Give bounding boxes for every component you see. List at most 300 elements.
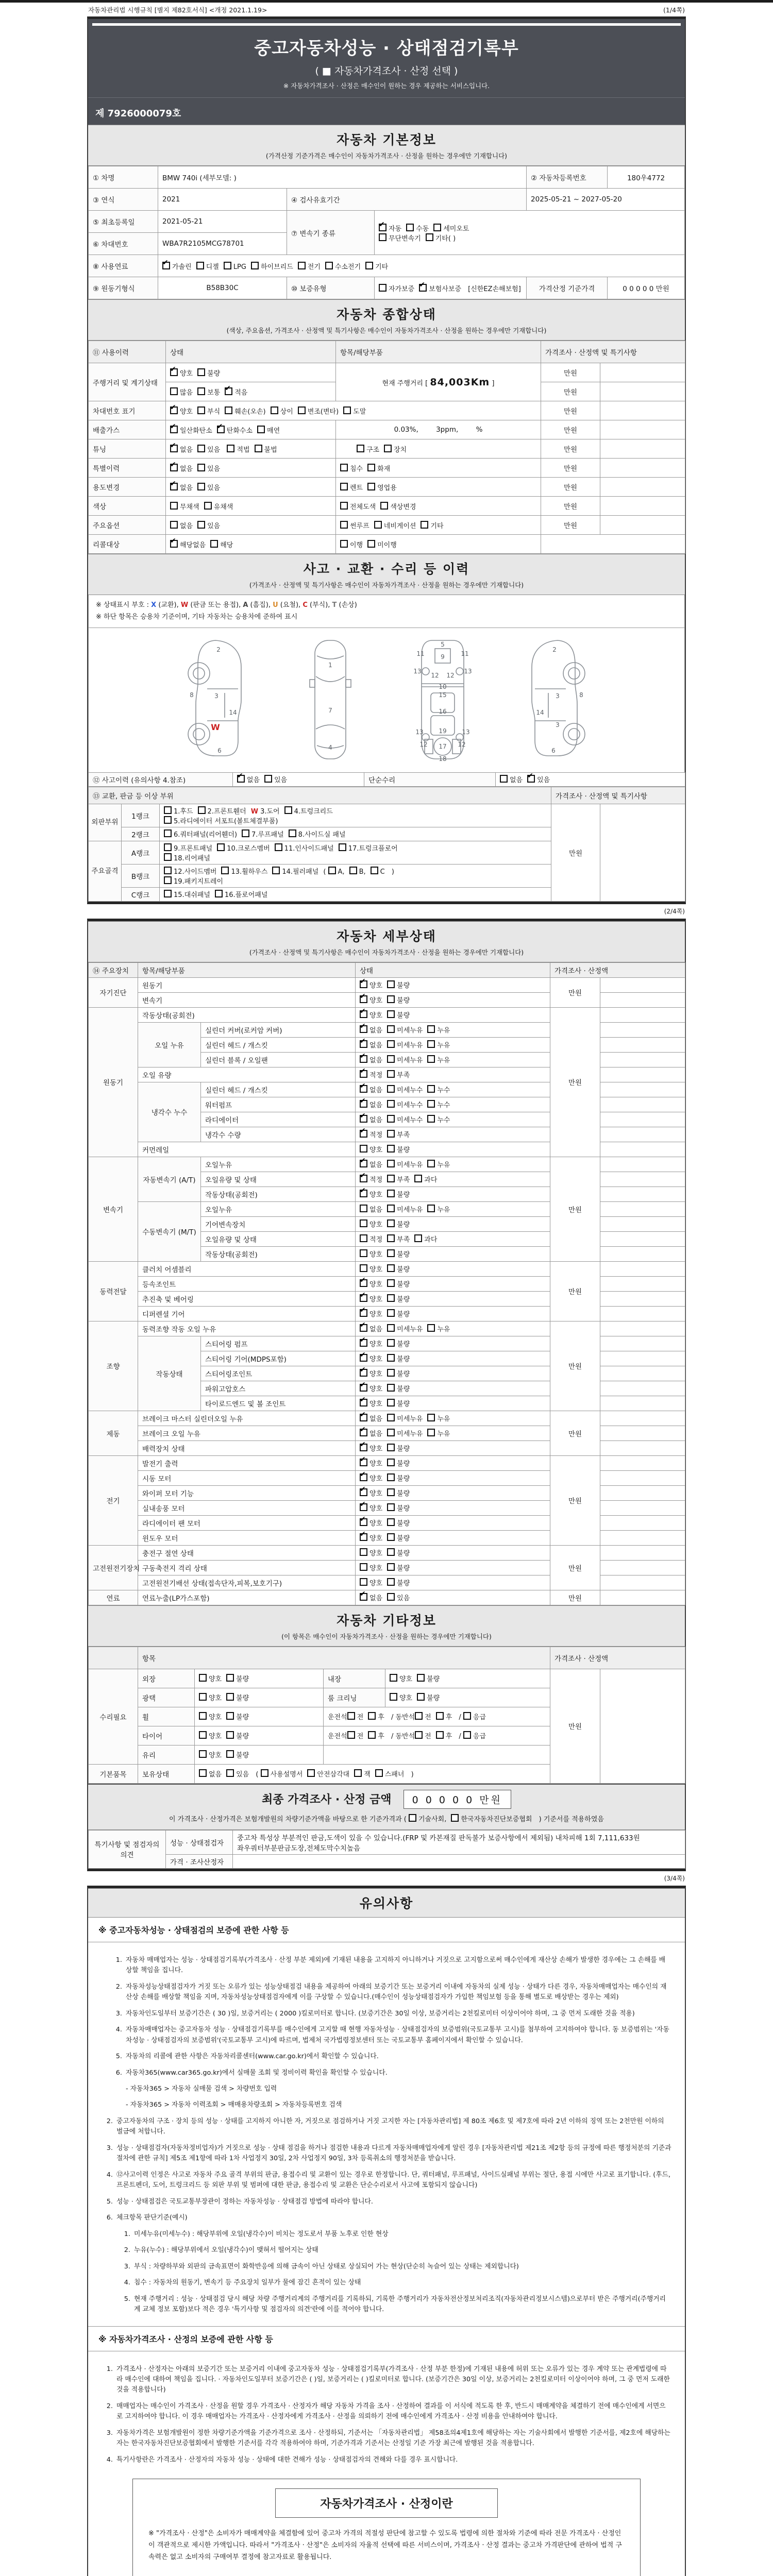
cell: 렌트 영업용: [336, 478, 541, 497]
checkbox[interactable]: [199, 1731, 207, 1739]
checkbox[interactable]: [199, 1674, 207, 1682]
cell: 내장: [324, 1669, 385, 1688]
checkbox[interactable]: [427, 1160, 435, 1167]
checkbox[interactable]: [390, 1674, 397, 1682]
checkbox[interactable]: [170, 406, 178, 414]
checkbox[interactable]: [343, 406, 351, 414]
checkbox[interactable]: [451, 1814, 459, 1822]
checkbox[interactable]: [340, 540, 348, 548]
cell: 만원: [550, 1455, 600, 1545]
cell: [600, 1485, 685, 1500]
checkbox[interactable]: [387, 1145, 395, 1153]
checkbox[interactable]: [360, 1593, 367, 1601]
checkbox[interactable]: [197, 464, 205, 471]
checkbox[interactable]: [170, 368, 178, 376]
checkbox[interactable]: [360, 1294, 367, 1302]
checkbox[interactable]: [198, 806, 206, 814]
checkbox[interactable]: [463, 1712, 471, 1720]
checkbox[interactable]: [360, 1414, 367, 1421]
checkbox[interactable]: [387, 1115, 395, 1123]
cell: 작동상태: [138, 1336, 201, 1411]
svg-text:7: 7: [328, 706, 332, 714]
checkbox[interactable]: [387, 1578, 395, 1586]
cell: ✔ 양호 불량: [356, 1336, 550, 1351]
cell: [600, 1142, 685, 1157]
cell: 오일 유량: [138, 1067, 356, 1082]
checkbox[interactable]: [360, 1160, 367, 1167]
checkbox[interactable]: [387, 1249, 395, 1257]
checkbox[interactable]: [357, 445, 364, 452]
checkbox[interactable]: [387, 980, 395, 988]
checkbox[interactable]: [197, 521, 205, 529]
checkbox[interactable]: [360, 1190, 367, 1197]
checkbox[interactable]: [387, 1533, 395, 1541]
checkbox[interactable]: [164, 829, 172, 837]
appraisal-definition-text: ※ "가격조사 · 산정"은 소비자가 매매계약을 체결함에 있어 중고차 가격의 적절성 판단에 참고할 수 있도록 법령에 의한 절차와 기준에 따라 전문 가격조사 · 산정인이 객관적으로 제시한 가액입니다. 따라서 "가격조사 · 산정"은 소비자의 자율적 선택에 따른 서비스이며, 가격조사 · 산정 결과는 중고차 가격판단에 관하여 법적 구속력은 없고 소비자의 구매여부 결정에 참고자료로 활용됩니다.: [148, 2530, 622, 2561]
checkbox[interactable]: [387, 1324, 395, 1332]
checkbox[interactable]: [360, 1040, 367, 1048]
checkbox[interactable]: [367, 540, 375, 548]
cell: 기본품목: [89, 1764, 138, 1783]
checkbox[interactable]: [387, 1294, 395, 1302]
checkbox[interactable]: [360, 1175, 367, 1182]
checkbox[interactable]: [360, 1085, 367, 1093]
checkbox[interactable]: [387, 1219, 395, 1227]
checkbox[interactable]: [387, 1309, 395, 1317]
checkbox[interactable]: [387, 1384, 395, 1392]
cell: 자동변속기 (A/T): [138, 1157, 201, 1201]
checkbox[interactable]: [427, 1414, 435, 1421]
checkbox[interactable]: [427, 1085, 435, 1093]
checkbox[interactable]: [360, 1369, 367, 1377]
checkbox[interactable]: [196, 262, 204, 269]
checkbox[interactable]: [347, 1712, 355, 1720]
cell: 커먼레일: [138, 1142, 356, 1157]
checkbox[interactable]: [374, 521, 382, 529]
checkbox[interactable]: [255, 445, 262, 452]
checkbox[interactable]: [340, 483, 348, 490]
checkbox[interactable]: [289, 829, 296, 837]
checkbox[interactable]: [360, 980, 367, 988]
checkbox[interactable]: [197, 368, 205, 376]
checkbox[interactable]: [226, 1712, 234, 1720]
svg-text:3: 3: [556, 692, 560, 700]
document-number: 제 7926000079호: [88, 97, 685, 125]
checkbox[interactable]: [360, 1548, 367, 1556]
cell: 오일누유: [201, 1201, 356, 1216]
checkbox[interactable]: [387, 1354, 395, 1362]
cell: ✔ 없음 미세누유 누유: [356, 1052, 550, 1067]
checkbox[interactable]: [360, 1429, 367, 1436]
cell: ✔ 적정 부족 과다: [356, 1172, 550, 1187]
notice-list-general: [102, 2116, 671, 2315]
checkbox[interactable]: [414, 1234, 422, 1242]
checkbox[interactable]: [360, 1473, 367, 1481]
cell: 동력전달: [89, 1261, 138, 1321]
checkbox[interactable]: [360, 1309, 367, 1317]
checkbox[interactable]: [257, 426, 265, 433]
cell: 용도변경: [89, 478, 166, 497]
notice-subitem: - 자동차365 > 자동차 이력조회 > 매매용차량조회 > 자동차등록번호 검색: [126, 2101, 342, 2109]
checkbox[interactable]: [360, 1339, 367, 1347]
checkbox[interactable]: [354, 1769, 362, 1777]
checkbox[interactable]: [367, 483, 375, 490]
checkbox[interactable]: [360, 1488, 367, 1496]
checkbox[interactable]: [387, 1563, 395, 1571]
checkbox[interactable]: [387, 1503, 395, 1511]
checkbox[interactable]: [340, 464, 348, 471]
checkbox[interactable]: [427, 1205, 435, 1212]
checkbox[interactable]: [387, 1130, 395, 1138]
cell: [600, 1426, 685, 1440]
final-price-note: 이 가격조사 · 산정가격은 보험개발원의 차량기준가액을 바탕으로 한 기준가격과 ( 기술사회, 한국자동차진단보증협회 ) 기준서를 적용하였음: [88, 1814, 685, 1823]
cell: 가격조사 · 산정액 및 특기사항: [551, 787, 685, 804]
checkbox[interactable]: [427, 1115, 435, 1123]
checkbox[interactable]: [427, 1429, 435, 1436]
checkbox[interactable]: [251, 262, 259, 269]
checkbox[interactable]: [409, 1814, 416, 1822]
checkbox[interactable]: [360, 1279, 367, 1287]
cell: ✔ 없음 미세누유 누유: [356, 1321, 550, 1336]
checkbox[interactable]: [340, 502, 348, 510]
cell: ⑧ 사용연료: [89, 255, 158, 277]
checkbox[interactable]: [360, 1055, 367, 1063]
checkbox[interactable]: [210, 540, 218, 548]
notice-item: 3. 자동차인도일부터 보증기간은 ( 30 )일, 보증거리는 ( 2000 )킬로미터로 합니다. (보증기간은 30일 이상, 보증거리는 2천킬로미터 이상이어야 하며, 그 중 먼저 도래한 것을 적용): [115, 2009, 635, 2018]
car-top-view: [287, 635, 374, 767]
checkbox[interactable]: [170, 483, 178, 490]
checkbox[interactable]: [170, 426, 178, 433]
checkbox[interactable]: [500, 775, 508, 783]
checkbox[interactable]: [387, 1070, 395, 1078]
checkbox[interactable]: [387, 1399, 395, 1406]
cell: 만원: [550, 1590, 600, 1605]
checkbox[interactable]: [463, 1731, 471, 1739]
checkbox[interactable]: [261, 1769, 268, 1777]
notice-item: 3. 성능 · 상태점검자(자동차정비업자)가 거짓으로 성능 · 상태 점검을 하거나 점검한 내용과 다르게 자동차매매업자에게 알린 경우 [자동차관리법 제21조 제2항 등의 규정에 따른 행정처분의 기준과 절차에 관한 규칙] 제5조 제1항에 따라 1차 사업정지 30일, 2차 사업정지 90일, 3차 등록취소의 행정처분을 받습니다.: [106, 2144, 671, 2163]
checkbox[interactable]: [215, 890, 223, 897]
checkbox[interactable]: [415, 1731, 423, 1739]
checkbox[interactable]: [387, 1025, 395, 1033]
cell: ✔ 양호 불량: [356, 1291, 550, 1306]
cell: ✔ 양호 불량: [356, 1007, 550, 1022]
svg-text:18: 18: [439, 755, 447, 762]
checkbox[interactable]: [379, 284, 386, 292]
cell: [600, 1022, 685, 1037]
checkbox[interactable]: [347, 1731, 355, 1739]
checkbox[interactable]: [360, 1234, 367, 1242]
checkbox[interactable]: [221, 867, 229, 874]
checkbox[interactable]: [284, 806, 292, 814]
cell: ✔ 없음 미세누유 누유: [356, 1037, 550, 1052]
cell: [600, 1157, 685, 1172]
checkbox[interactable]: [226, 1750, 234, 1758]
checkbox[interactable]: [375, 1769, 383, 1777]
checkbox[interactable]: [227, 445, 234, 452]
checkbox[interactable]: [387, 1488, 395, 1496]
cell: ✔ 해당없음 해당: [166, 535, 336, 554]
checkbox[interactable]: [427, 1055, 435, 1063]
checkbox[interactable]: [427, 1324, 435, 1332]
cell: 특기사항 및 점검자의 의견: [89, 1830, 166, 1868]
checkbox[interactable]: [360, 1563, 367, 1571]
cell: ⑥ 차대번호: [89, 233, 158, 255]
checkbox[interactable]: [339, 843, 346, 851]
checkbox[interactable]: [380, 502, 388, 510]
checkbox[interactable]: [427, 1100, 435, 1108]
checkbox[interactable]: [360, 1100, 367, 1108]
checkbox[interactable]: [360, 1115, 367, 1123]
checkbox[interactable]: [414, 1175, 422, 1182]
basic-info-band: [88, 125, 685, 166]
checkbox[interactable]: [164, 806, 172, 814]
checkbox[interactable]: [164, 853, 172, 861]
cell: ✔ 양호 불량: [356, 1351, 550, 1366]
checkbox[interactable]: [360, 1578, 367, 1586]
checkbox[interactable]: [387, 1055, 395, 1063]
checkbox[interactable]: [170, 502, 178, 510]
cell: 이행 미이행: [336, 535, 541, 554]
checkbox[interactable]: [387, 1100, 395, 1108]
checkbox[interactable]: [387, 1040, 395, 1048]
cell: [600, 1127, 685, 1142]
checkbox[interactable]: [197, 483, 205, 490]
checkbox[interactable]: [225, 387, 232, 395]
cell: 기어변속장치: [201, 1216, 356, 1231]
cell: [600, 1246, 685, 1261]
checkbox[interactable]: [226, 1674, 234, 1682]
cell: 디퍼렌셜 기어: [138, 1306, 356, 1321]
checkbox[interactable]: [387, 1414, 395, 1421]
checkbox[interactable]: [426, 233, 433, 241]
checkbox[interactable]: [360, 995, 367, 1003]
checkbox[interactable]: [436, 1731, 444, 1739]
checkbox[interactable]: [217, 426, 225, 433]
checkbox[interactable]: [360, 1025, 367, 1033]
checkbox[interactable]: [427, 1040, 435, 1048]
checkbox[interactable]: [199, 1750, 207, 1758]
checkbox[interactable]: [360, 1533, 367, 1541]
checkbox[interactable]: [237, 775, 245, 783]
checkbox[interactable]: [387, 1369, 395, 1377]
checkbox[interactable]: [387, 1429, 395, 1436]
checkbox[interactable]: [225, 406, 232, 414]
checkbox[interactable]: [387, 1459, 395, 1466]
cell: 만원: [541, 439, 600, 459]
cell: 조향: [89, 1321, 138, 1411]
checkbox[interactable]: [170, 540, 178, 548]
checkbox[interactable]: [360, 1399, 367, 1406]
cell: B58B30C: [158, 277, 287, 299]
page1-section: [87, 16, 686, 904]
cell: ✔양호 불량: [166, 363, 336, 382]
overall-band: [88, 299, 685, 341]
cell: 등속조인트: [138, 1276, 356, 1291]
cell: ⑬ 교환, 판금 등 이상 부위: [89, 787, 551, 804]
checkbox[interactable]: [436, 1712, 444, 1720]
checkbox[interactable]: [170, 464, 178, 471]
checkbox[interactable]: [421, 521, 428, 529]
checkbox[interactable]: [272, 867, 280, 874]
checkbox[interactable]: [164, 816, 172, 824]
cell: [600, 1007, 685, 1022]
checkbox[interactable]: [162, 262, 170, 269]
checkbox[interactable]: [371, 867, 378, 874]
form-meta: [87, 3, 686, 16]
checkbox[interactable]: [360, 1503, 367, 1511]
checkbox[interactable]: [242, 829, 249, 837]
checkbox[interactable]: [360, 1130, 367, 1138]
checkbox[interactable]: [164, 843, 172, 851]
checkbox[interactable]: [298, 406, 306, 414]
cell: 만원: [550, 1545, 600, 1590]
checkbox[interactable]: [384, 445, 392, 452]
checkbox[interactable]: [379, 233, 386, 241]
cell: [600, 1097, 685, 1112]
cell: 연료: [89, 1590, 138, 1605]
checkbox[interactable]: [527, 775, 535, 783]
checkbox[interactable]: [368, 1731, 376, 1739]
checkbox[interactable]: [387, 1010, 395, 1018]
checkbox[interactable]: [415, 1712, 423, 1720]
checkbox[interactable]: [349, 867, 357, 874]
checkbox[interactable]: [433, 224, 441, 231]
cell: 만원: [541, 382, 600, 401]
cell: ⑩ 보증유형: [287, 277, 375, 299]
checkbox[interactable]: [275, 843, 282, 851]
checkbox[interactable]: [224, 262, 231, 269]
checkbox[interactable]: [204, 502, 212, 510]
checkbox[interactable]: [360, 1264, 367, 1272]
checkbox[interactable]: [387, 1264, 395, 1272]
cell: 만원: [550, 1321, 600, 1411]
checkbox[interactable]: [427, 1025, 435, 1033]
cell: 만원: [541, 459, 600, 478]
checkbox[interactable]: [368, 1712, 376, 1720]
cell: 운전석 전 후 / 동반석 전 후 / 응급: [324, 1726, 550, 1745]
checkbox[interactable]: [390, 1693, 397, 1701]
checkbox[interactable]: [387, 1444, 395, 1451]
checkbox[interactable]: [387, 1279, 395, 1287]
checkbox[interactable]: [387, 1593, 395, 1601]
checkbox[interactable]: [406, 224, 414, 231]
checkbox[interactable]: [365, 262, 373, 269]
checkbox[interactable]: [387, 1175, 395, 1182]
checkbox[interactable]: [417, 1674, 425, 1682]
checkbox[interactable]: [264, 775, 272, 783]
checkbox[interactable]: [387, 1518, 395, 1526]
checkbox[interactable]: [387, 1190, 395, 1197]
checkbox[interactable]: [197, 445, 205, 452]
checkbox[interactable]: [164, 890, 172, 897]
checkbox[interactable]: [170, 521, 178, 529]
checkbox[interactable]: [170, 387, 178, 395]
cell: [600, 363, 685, 382]
appraisal-definition-title: 자동차가격조사 · 산정이란: [275, 2488, 498, 2518]
svg-text:4: 4: [328, 743, 332, 751]
checkbox[interactable]: [387, 1160, 395, 1167]
checkbox[interactable]: [328, 867, 336, 874]
detail-note: (가격조사 · 산정액 및 특기사항은 매수인이 자동차가격조사 · 산정을 원하는 경우에만 기재합니다): [249, 948, 524, 956]
checkbox[interactable]: [360, 1384, 367, 1392]
checkbox[interactable]: [226, 1693, 234, 1701]
checkbox[interactable]: [164, 876, 172, 884]
checkbox[interactable]: [360, 1459, 367, 1466]
cell: [600, 1052, 685, 1067]
checkbox[interactable]: [360, 1518, 367, 1526]
checkbox[interactable]: [387, 1339, 395, 1347]
checkbox[interactable]: [325, 262, 333, 269]
cell: 양호 불량: [385, 1669, 550, 1688]
checkbox[interactable]: [360, 1249, 367, 1257]
cell: 없음 있음: [166, 516, 336, 535]
cell: 항목: [138, 1647, 550, 1669]
cell: 6.쿼터패널(리어휀더) 7.루프패널 8.사이드실 패널: [160, 827, 551, 841]
cell: 0 0 0 0 0 만원: [608, 277, 685, 299]
checkbox[interactable]: [367, 464, 375, 471]
svg-text:3: 3: [556, 721, 560, 728]
checkbox[interactable]: [387, 995, 395, 1003]
checkbox[interactable]: [360, 1324, 367, 1332]
checkbox[interactable]: [360, 1354, 367, 1362]
page2-section: [87, 919, 686, 1871]
checkbox[interactable]: [387, 1473, 395, 1481]
cell: 라디에이터 팬 모터: [138, 1515, 356, 1530]
checkbox[interactable]: [360, 1070, 367, 1078]
cell: [600, 1530, 685, 1545]
checkbox[interactable]: [199, 1712, 207, 1720]
checkbox[interactable]: [360, 1145, 367, 1153]
checkbox[interactable]: [387, 1234, 395, 1242]
cell: [600, 977, 685, 992]
checkbox[interactable]: [340, 521, 348, 529]
checkbox[interactable]: [298, 262, 306, 269]
checkbox[interactable]: [387, 1205, 395, 1212]
cell: ✔ 없음 있음: [166, 478, 336, 497]
cell: 현재 주행거리 [ 84,003Km ]: [336, 363, 541, 401]
checkbox[interactable]: [217, 843, 225, 851]
checkbox[interactable]: [360, 1010, 367, 1018]
checkbox[interactable]: [387, 1548, 395, 1556]
checkbox[interactable]: [360, 1205, 367, 1212]
svg-text:2: 2: [216, 646, 221, 653]
checkbox[interactable]: [417, 1693, 425, 1701]
checkbox[interactable]: [170, 445, 178, 452]
checkbox[interactable]: [164, 867, 172, 874]
cell: ✔ 없음 미세누수 누수: [356, 1082, 550, 1097]
checkbox[interactable]: [199, 1693, 207, 1701]
cell: 만원: [550, 1261, 600, 1321]
checkbox[interactable]: [226, 1731, 234, 1739]
svg-text:12: 12: [446, 671, 455, 679]
checkbox[interactable]: [387, 1085, 395, 1093]
checkbox[interactable]: [199, 1769, 207, 1777]
checkbox[interactable]: [419, 284, 427, 292]
checkbox[interactable]: [379, 224, 386, 231]
cell: 오일 누유: [138, 1022, 201, 1067]
cell: [600, 1500, 685, 1515]
svg-text:10: 10: [439, 683, 447, 690]
checkbox[interactable]: [197, 387, 205, 395]
checkbox[interactable]: [360, 1444, 367, 1451]
checkbox[interactable]: [307, 1769, 315, 1777]
checkbox[interactable]: [271, 406, 278, 414]
checkbox[interactable]: [226, 1769, 234, 1777]
checkbox[interactable]: [197, 406, 205, 414]
svg-text:W: W: [211, 722, 220, 732]
detail-title: 자동차 세부상태: [337, 928, 436, 944]
checkbox[interactable]: [360, 1219, 367, 1227]
